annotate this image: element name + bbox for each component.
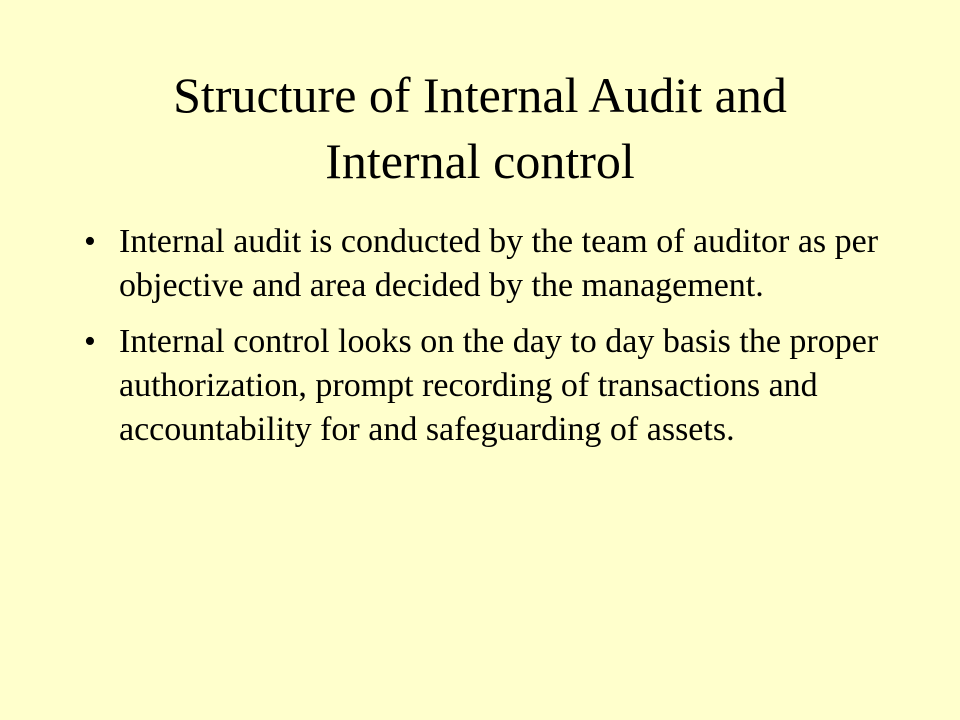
bullet-item-internal-audit xyxy=(84,220,884,308)
bullet-text: Internal audit is conducted by the team of auditor as per objective and area decided by the management. xyxy=(119,223,879,304)
slide-title-line-1: Structure of Internal Audit and xyxy=(173,67,787,123)
bullet-item-internal-control xyxy=(84,320,884,452)
bullet-dot-icon: • xyxy=(84,223,96,260)
bullet-dot-icon: • xyxy=(84,323,96,360)
bullet-text: Internal control looks on the day to day basis the proper authorization, prompt recording of transactions and accountability for and safeguarding of assets. xyxy=(119,323,879,448)
slide-title-line-2: Internal control xyxy=(325,133,635,189)
slide-title xyxy=(40,62,920,194)
bullet-list xyxy=(84,220,884,464)
